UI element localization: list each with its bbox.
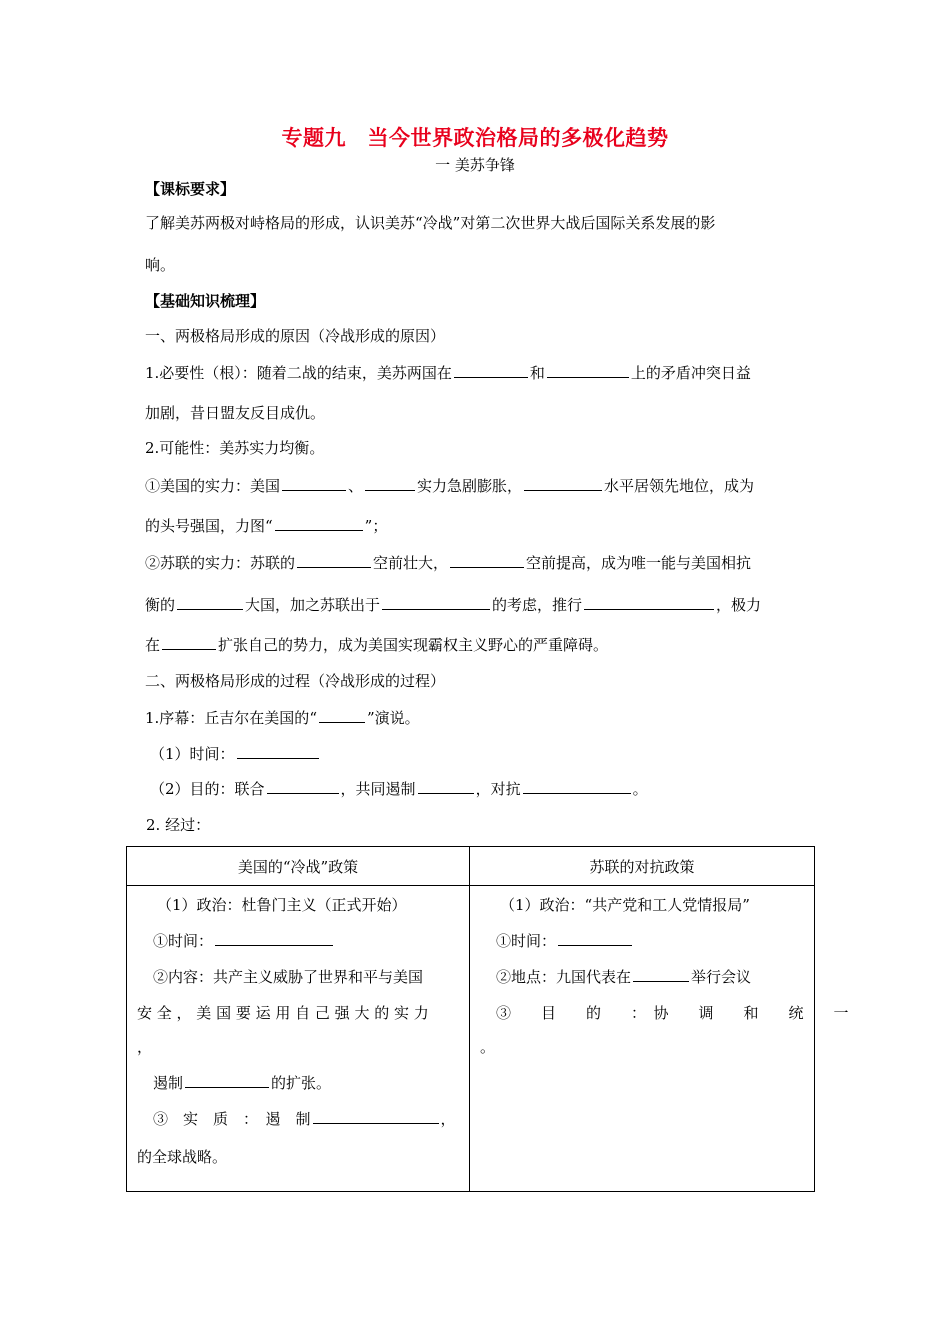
prelude-time-line: [150, 743, 321, 764]
blank-field[interactable]: [633, 967, 689, 982]
us-text-b: 、: [348, 477, 364, 495]
us-policy-contain-text-a: 遏制: [153, 1074, 184, 1092]
blank-field[interactable]: [185, 1073, 269, 1088]
su-text-f: 的考虑，推行: [492, 596, 583, 614]
su-text-g: ，极力: [716, 596, 762, 614]
standard-text-line-2: 响。: [145, 256, 176, 274]
blank-field[interactable]: [584, 595, 714, 610]
ussr-policy-location-text-a: ②地点：九国代表在: [496, 968, 632, 986]
ussr-strength-line: [145, 552, 751, 573]
blank-field[interactable]: [267, 779, 339, 794]
su-text-c: 空前提高，成为唯一能与美国相抗: [526, 554, 752, 572]
ussr-policy-time-label: ①时间：: [496, 932, 557, 950]
standard-heading: 【课标要求】: [145, 180, 236, 198]
blank-field[interactable]: [237, 744, 319, 759]
ussr-policy-location-text-b: 举行会议: [691, 968, 752, 986]
prelude-time-text: （1）时间：: [150, 745, 235, 763]
blank-field[interactable]: [454, 363, 528, 378]
table-header-ussr: 苏联的对抗政策: [470, 847, 815, 886]
blank-field[interactable]: [297, 553, 371, 568]
blank-field[interactable]: [558, 931, 632, 946]
us-policy-essence-line-2: 的全球战略。: [137, 1148, 228, 1166]
us-policy-essence-text-a: ③ 实 质 ： 遏 制: [153, 1110, 311, 1128]
prelude-goal-text-d: 。: [632, 780, 648, 798]
us-text-a: ①美国的实力：美国: [145, 477, 281, 495]
ussr-policy-location-line: [496, 966, 751, 987]
blank-field[interactable]: [547, 363, 629, 378]
blank-field[interactable]: [282, 476, 346, 491]
us-text-f: ”；: [364, 517, 388, 535]
us-policy-contain-line: [153, 1072, 331, 1093]
prelude-goal-line: [150, 778, 648, 799]
su-text-a: ②苏联的实力：苏联的: [145, 554, 296, 572]
su-text-i: 扩张自己的势力，成为美国实现霸权主义野心的严重障碍。: [218, 636, 609, 654]
su-text-h: 在: [145, 636, 161, 654]
blank-field[interactable]: [450, 553, 524, 568]
us-text-c: 实力急剧膨胀，: [417, 477, 523, 495]
us-strength-line-2: [145, 515, 387, 536]
su-text-b: 空前壮大，: [373, 554, 449, 572]
su-text-d: 衡的: [145, 596, 176, 614]
necessity-line-2: 加剧，昔日盟友反目成仇。: [145, 404, 326, 422]
blank-field[interactable]: [215, 931, 333, 946]
prelude-goal-text-a: （2）目的：联合: [150, 780, 265, 798]
necessity-text-b: 和: [529, 364, 545, 382]
section-1-heading: 一、两极格局形成的原因（冷战形成的原因）: [145, 327, 446, 345]
table-header-us: 美国的“冷战”政策: [127, 847, 470, 886]
prelude-goal-text-c: ，对抗: [475, 780, 521, 798]
necessity-line: [145, 362, 751, 383]
ussr-strength-line-3: [145, 634, 608, 655]
blank-field[interactable]: [313, 1109, 439, 1124]
page-subtitle: 一 美苏争锋: [435, 156, 515, 174]
table-cell-us: [127, 886, 470, 1192]
page-title: 专题九 当今世界政治格局的多极化趋势: [281, 126, 669, 150]
blank-field[interactable]: [523, 779, 631, 794]
standard-text-line-1: 了解美苏两极对峙格局的形成，认识美苏“冷战”对第二次世界大战后国际关系发展的影: [145, 214, 716, 232]
us-policy-content-line-3: ，: [137, 1038, 153, 1056]
comparison-table: [126, 846, 849, 1192]
ussr-strength-line-2: [145, 594, 761, 615]
ussr-policy-goal-line: ③ 目 的 ： 协 调 和 统 一: [496, 1004, 849, 1022]
blank-field[interactable]: [275, 516, 363, 531]
blank-field[interactable]: [365, 476, 415, 491]
blank-field[interactable]: [162, 635, 216, 650]
ussr-policy-line: （1）政治：“共产党和工人党情报局”: [500, 896, 750, 914]
blank-field[interactable]: [382, 595, 490, 610]
possibility-line: 2.可能性：美苏实力均衡。: [145, 439, 325, 457]
necessity-text-a: 1.必要性（根）：随着二战的结束，美苏两国在: [145, 364, 452, 382]
us-strength-line: [145, 475, 754, 496]
su-text-e: 大国，加之苏联出于: [245, 596, 381, 614]
ussr-policy-goal-line-2: 。: [480, 1038, 496, 1056]
prelude-text-b: ”演说。: [366, 709, 420, 727]
table-cell-ussr: [470, 886, 849, 1192]
necessity-text-c: 上的矛盾冲突日益: [630, 364, 751, 382]
blank-field[interactable]: [418, 779, 474, 794]
us-policy-contain-text-b: 的扩张。: [271, 1074, 332, 1092]
blank-field[interactable]: [177, 595, 243, 610]
us-policy-time-label: ①时间：: [153, 932, 214, 950]
prelude-line: [145, 707, 420, 728]
section-2-heading: 二、两极格局形成的过程（冷战形成的过程）: [145, 672, 446, 690]
us-policy-essence-text-b: ，: [440, 1110, 456, 1128]
us-text-d: 水平居领先地位，成为: [604, 477, 755, 495]
ussr-policy-time-line: [496, 930, 634, 951]
us-policy-essence-line: [153, 1108, 456, 1129]
us-text-e: 的头号强国，力图“: [145, 517, 273, 535]
basics-heading: 【基础知识梳理】: [145, 292, 266, 310]
us-policy-line: （1）政治：杜鲁门主义（正式开始）: [157, 896, 407, 914]
us-policy-content-line: ②内容：共产主义威胁了世界和平与美国: [153, 968, 424, 986]
prelude-goal-text-b: ，共同遏制: [340, 780, 416, 798]
prelude-text-a: 1.序幕：丘吉尔在美国的“: [145, 709, 317, 727]
us-policy-content-line-2: 安 全 ， 美 国 要 运 用 自 己 强 大 的 实 力: [137, 1004, 429, 1022]
blank-field[interactable]: [524, 476, 602, 491]
blank-field[interactable]: [319, 708, 365, 723]
us-policy-time-line: [153, 930, 335, 951]
process-line: 2. 经过：: [146, 816, 211, 834]
